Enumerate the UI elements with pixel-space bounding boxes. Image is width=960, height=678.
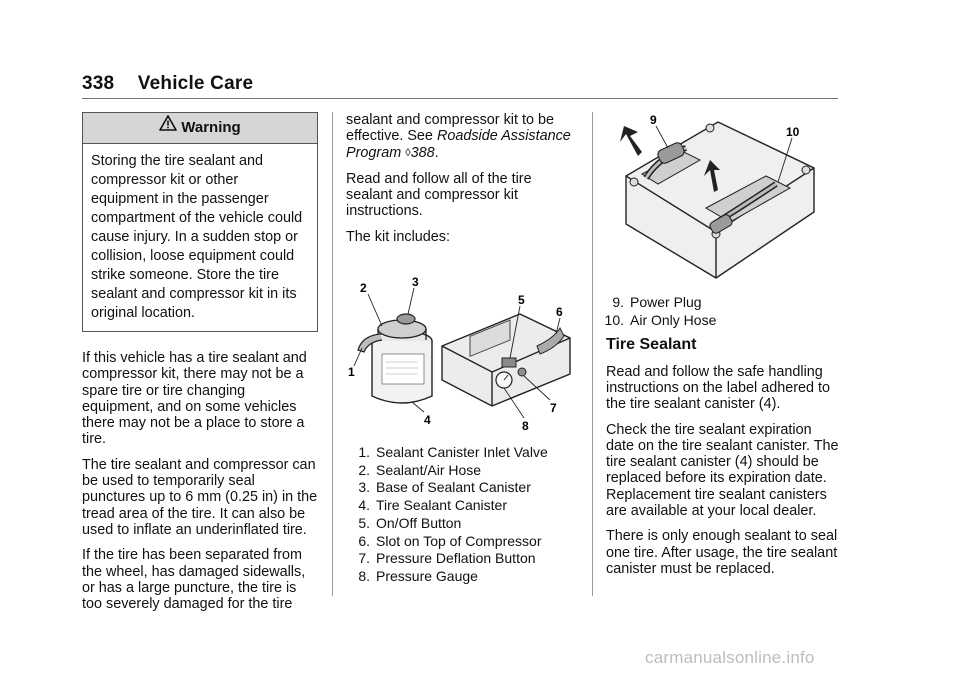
list-item: 2. Sealant/Air Hose <box>358 461 482 478</box>
callout-4: 4 <box>424 413 431 428</box>
handling-paragraph: Read and follow the safe handling instructions on the label adhered to the tire sealant canister (4). <box>606 363 831 413</box>
kit-components-list <box>346 444 580 586</box>
list-item: 3. Base of Sealant Canister <box>358 479 531 496</box>
warning-header <box>83 113 317 144</box>
column-divider-1 <box>332 112 333 596</box>
list-item: 9. Power Plug <box>612 294 702 310</box>
kit-includes-label: The kit includes: <box>346 228 450 245</box>
instructions-paragraph: Read and follow all of the tire sealant and compressor kit instructions. <box>346 170 532 220</box>
roadside-period: . <box>434 144 439 161</box>
header-rule <box>82 98 838 99</box>
callout-10: 10 <box>786 125 800 139</box>
roadside-paragraph <box>346 112 580 162</box>
callout-9: 9 <box>650 113 657 127</box>
list-item: 7. Pressure Deflation Button <box>358 550 536 567</box>
list-item: 1. Sealant Canister Inlet Valve <box>358 444 548 461</box>
reference-page[interactable]: 388 <box>410 144 435 161</box>
callout-2: 2 <box>360 281 367 296</box>
middle-column <box>346 112 580 586</box>
expiration-paragraph: Check the tire sealant expiration date on the tire sealant canister. The tire sealant canister (4) should be replaced before its expiration date. Replacement tire sealant canisters are available at your local dealer. <box>606 421 839 520</box>
warning-text: Storing the tire sealant and compressor kit or other equipment in the passenger compartment of the vehicle could cause injury. In a sudden stop or collision, loose equipment could strike someone. Store the tire sealant and compressor kit in its original location. <box>91 153 303 321</box>
left-column <box>82 112 318 621</box>
callout-3: 3 <box>412 275 419 290</box>
callout-6: 6 <box>556 305 563 320</box>
warning-box <box>82 112 318 332</box>
plug-hose-list <box>600 294 840 329</box>
watermark: carmanualsonline.info <box>645 648 815 667</box>
right-column <box>606 112 840 586</box>
usage-paragraph: There is only enough sealant to seal one tire. After usage, the tire sealant canister must be replaced. <box>606 528 838 577</box>
list-item: 8. Pressure Gauge <box>358 568 478 584</box>
warning-icon <box>159 112 177 142</box>
sealant-use-paragraph: The tire sealant and compressor can be used to temporarily seal punctures up to 6 mm (0.25 in) in the tread area of the tire. It can also be used to inflate an underinflated tire. <box>82 456 318 538</box>
tire-sealant-heading: Tire Sealant <box>606 336 697 354</box>
kit-intro-paragraph: If this vehicle has a tire sealant and compressor kit, there may not be a spare tire or tire changing equipment, and on some vehicles there may not be a place to store a tire. <box>82 350 307 448</box>
callout-8: 8 <box>522 419 529 433</box>
power-plug-illustration <box>606 112 832 288</box>
column-divider-2 <box>592 112 593 596</box>
callout-7: 7 <box>550 401 557 416</box>
list-item: 5. On/Off Button <box>358 514 462 531</box>
cross-reference-icon: ◊ <box>405 146 411 159</box>
roadside-assistance-link[interactable]: Roadside Assistance Program <box>346 128 571 161</box>
page-number: 338 <box>82 73 115 94</box>
kit-illustration <box>342 254 574 432</box>
callout-5: 5 <box>518 293 525 308</box>
list-item: 6. Slot on Top of Compressor <box>358 532 542 549</box>
callout-1: 1 <box>348 365 355 380</box>
list-item: 10. Air Only Hose <box>604 311 717 328</box>
page-header <box>82 73 253 95</box>
section-title: Vehicle Care <box>137 73 254 94</box>
warning-title: Warning <box>181 119 241 136</box>
damage-paragraph: If the tire has been separated from the wheel, has damaged sidewalls, or has a large puncture, the tire is too severely damaged for the tire <box>82 547 306 613</box>
list-item: 4. Tire Sealant Canister <box>358 497 507 514</box>
roadside-text: sealant and compressor kit to be effective. See <box>346 112 554 145</box>
